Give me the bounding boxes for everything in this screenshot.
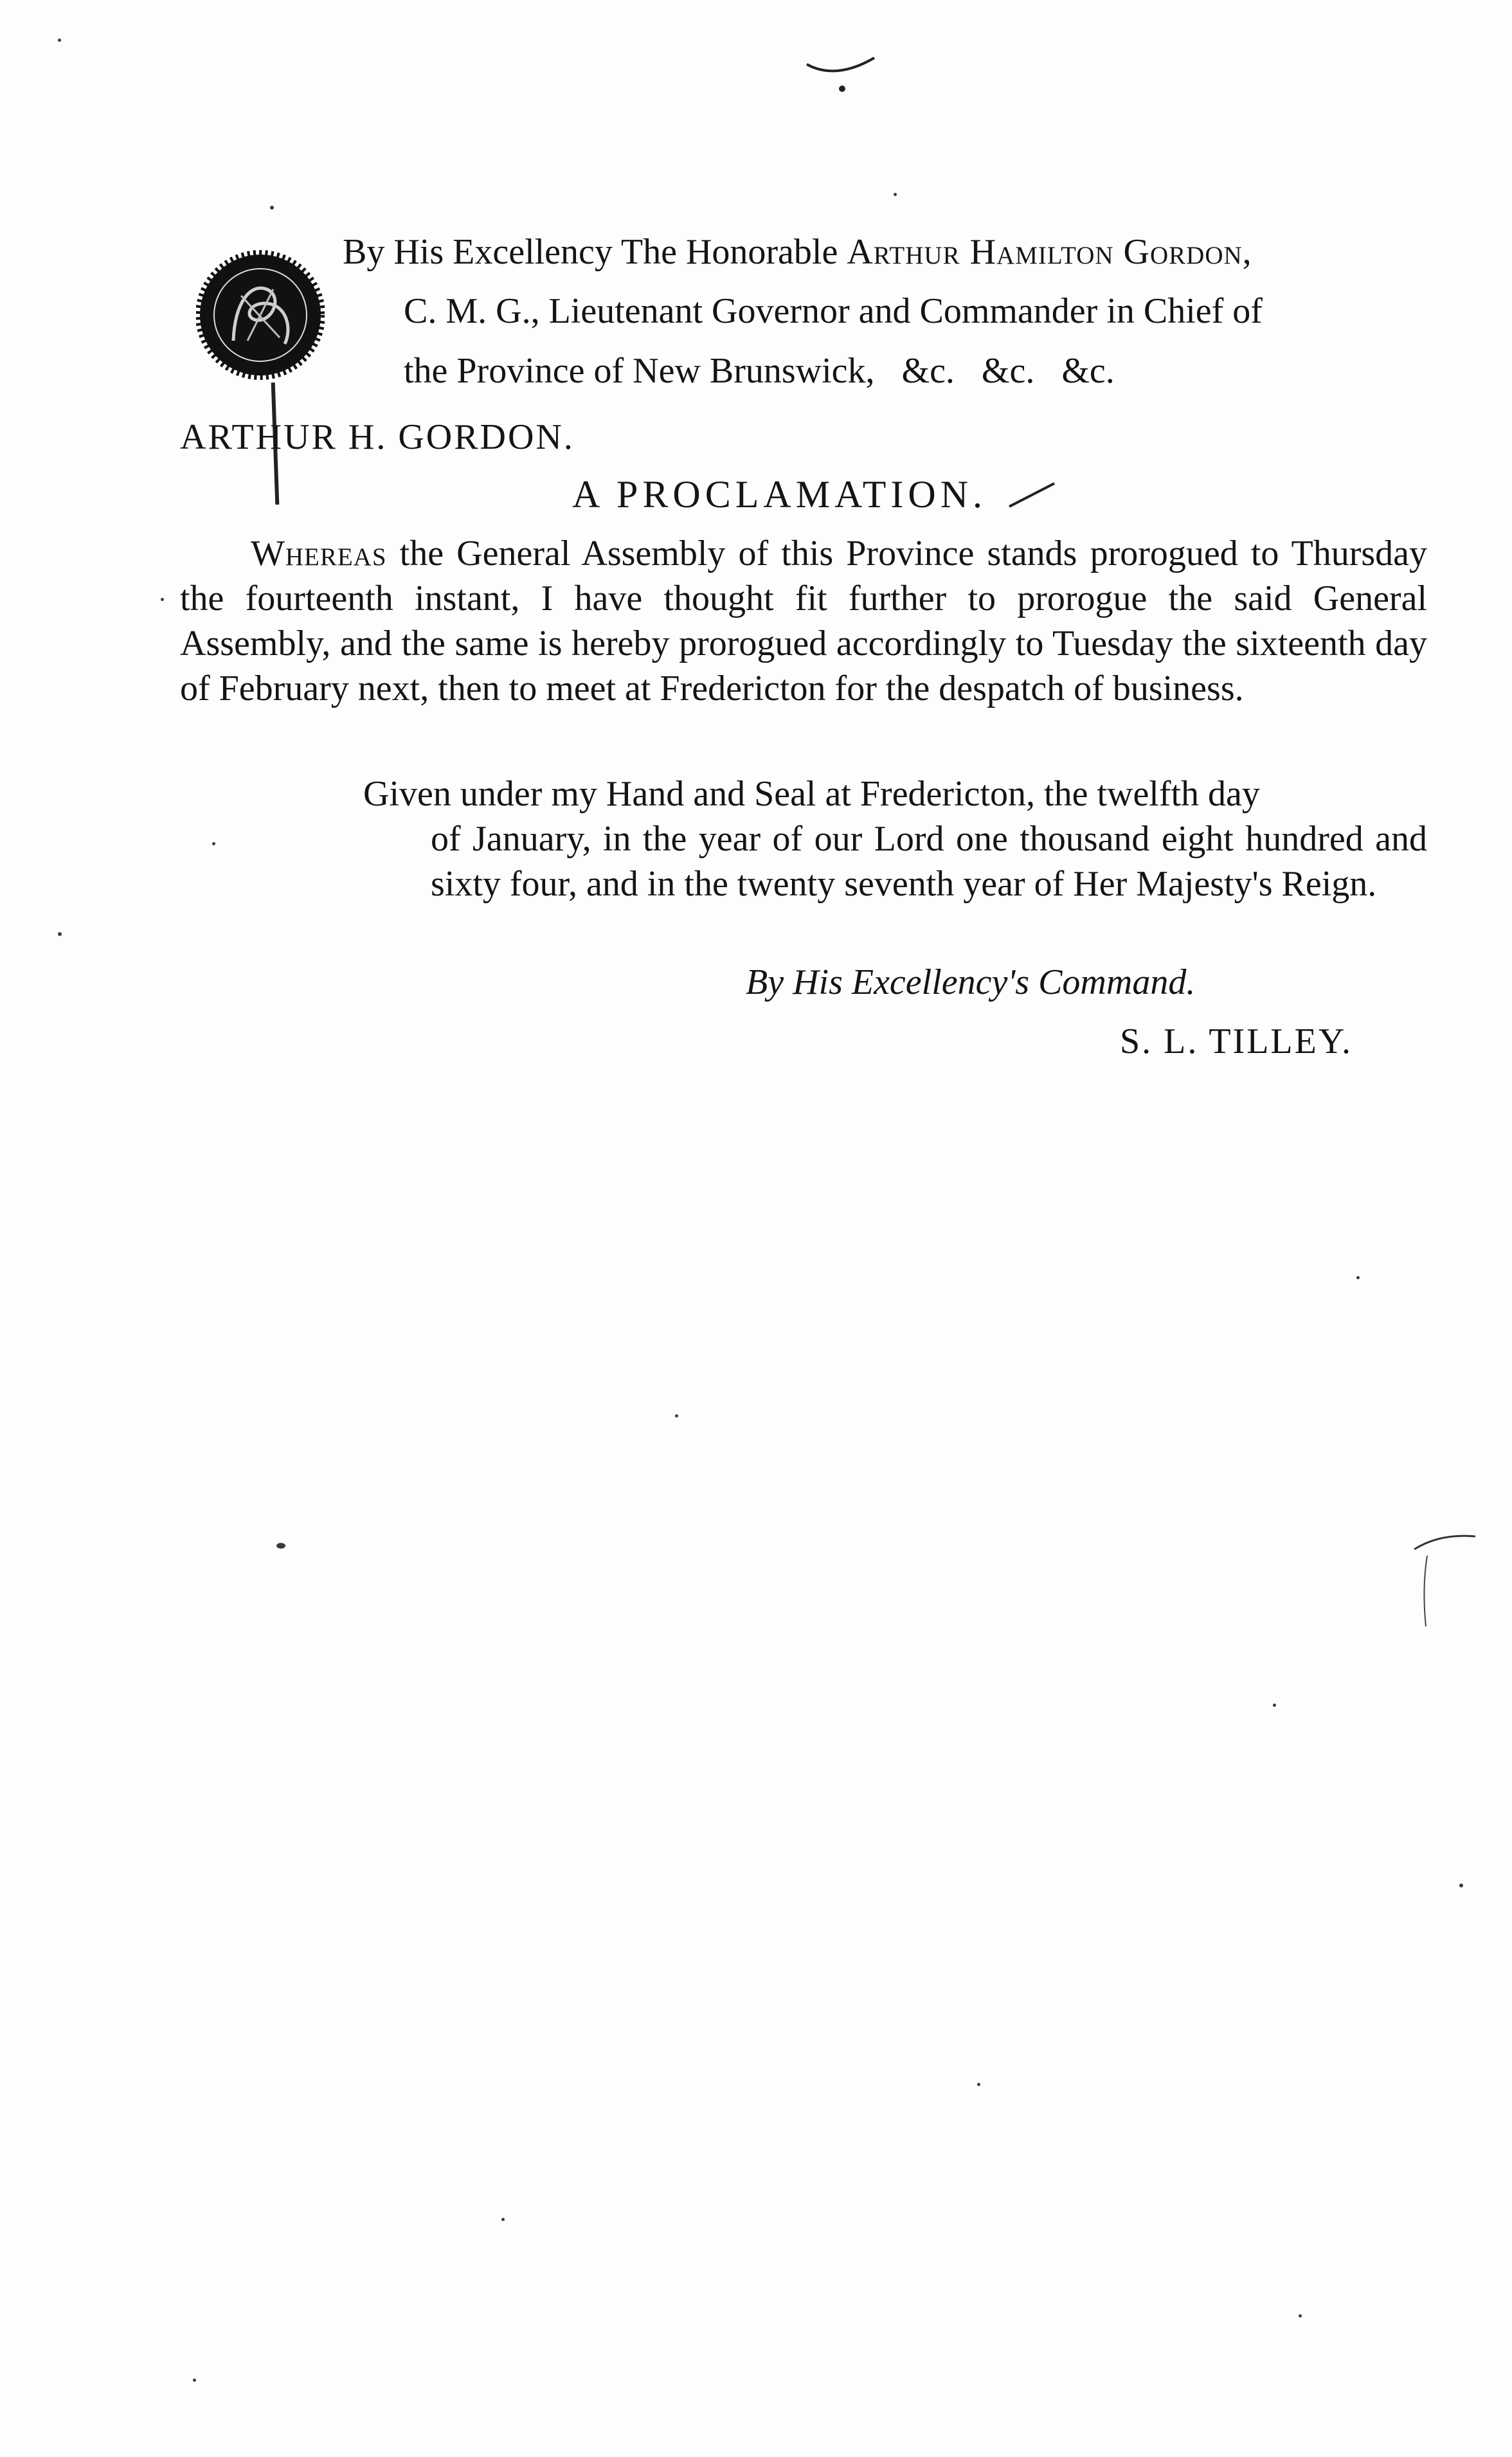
speck — [1356, 1276, 1360, 1279]
speck — [1299, 2314, 1302, 2318]
speck — [1273, 1704, 1276, 1707]
speck — [675, 1414, 678, 1418]
heading-line-3: the Province of New Brunswick, &c. &c. &c. — [404, 351, 1115, 391]
given-continuation: of January, in the year of our Lord one thousand eight hundred and sixty four, and in the twenty seventh year of Her Majesty's Reign. — [431, 819, 1427, 904]
ink-mark-icon — [804, 45, 881, 96]
speck — [58, 39, 61, 42]
speck — [276, 1543, 285, 1549]
signer-name: ARTHUR H. GORDON. — [180, 417, 575, 457]
heading-prefix: By His Excellency The Honorable — [343, 232, 847, 272]
speck — [977, 2083, 980, 2086]
heading-line-2: C. M. G., Lieutenant Governor and Commander in Chief of — [404, 291, 1263, 331]
attestation-name: S. L. TILLEY. — [1120, 1022, 1353, 1061]
speck — [58, 932, 62, 936]
speck — [212, 842, 215, 845]
heading-line-1 — [343, 231, 1252, 273]
seal-monogram-icon — [196, 244, 325, 386]
proclamation-body — [180, 531, 1427, 711]
speck — [270, 206, 274, 210]
command-line: By His Excellency's Command. — [746, 962, 1196, 1002]
speck — [193, 2379, 196, 2382]
given-first-line: Given under my Hand and Seal at Fredericton, the twelfth day — [363, 774, 1260, 814]
speck — [161, 598, 164, 601]
body-lead-word: Whereas — [251, 534, 387, 573]
governor-name: Arthur Hamilton Gordon, — [847, 232, 1252, 272]
speck — [501, 2218, 505, 2221]
speck — [1459, 1884, 1463, 1887]
body-text: the General Assembly of this Province stands prorogued to Thursday the fourteenth instant, I have thought fit further to prorogue the said General Assembly, and the same is hereby prorogued accordingly to Tuesday the sixteenth day of February next, then to meet at Fredericton for the despatch of business. — [180, 534, 1427, 708]
check-mark-icon — [1006, 481, 1058, 509]
speck — [894, 193, 897, 196]
proclamation-title: A PROCLAMATION. — [572, 473, 987, 516]
ink-mark-icon — [1408, 1530, 1479, 1659]
